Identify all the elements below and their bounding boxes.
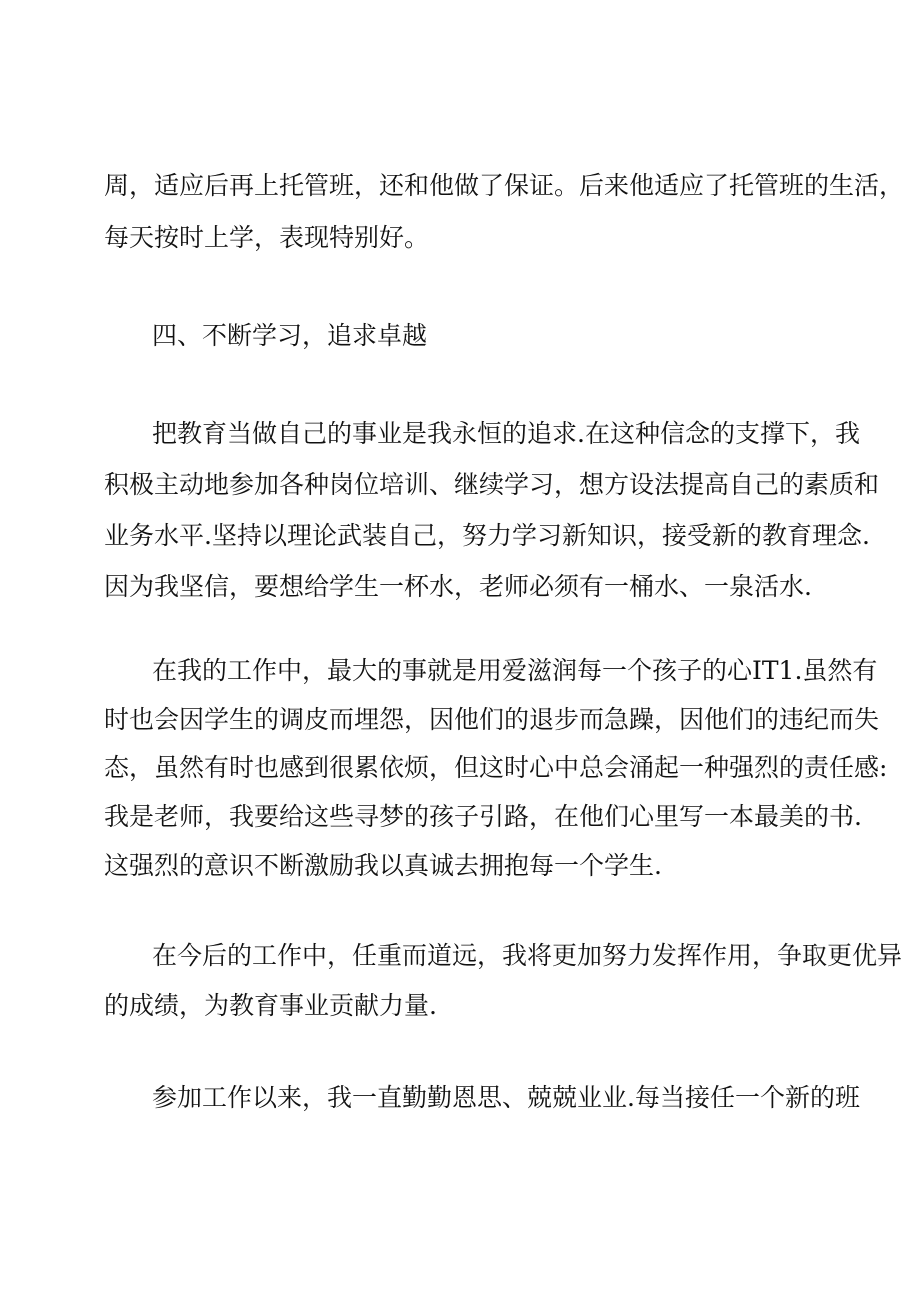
paragraph-1-line-2: 每天按时上学，表现特别好。	[104, 223, 430, 252]
paragraph-2-line-2: 积极主动地参加各种岗位培训、继续学习，想方设法提高自己的素质和	[104, 470, 880, 499]
paragraph-5-line-1: 参加工作以来，我一直勤勤恩思、兢兢业业.每当接任一个新的班	[152, 1083, 860, 1112]
paragraph-3-line-2: 时也会因学生的调皮而埋怨，因他们的退步而急躁，因他们的违纪而失	[104, 705, 880, 734]
paragraph-3-line-1: 在我的工作中，最大的事就是用爱滋润每一个孩子的心IT1.虽然有	[152, 656, 878, 685]
paragraph-4-line-1: 在今后的工作中，任重而道远，我将更加努力发挥作用，争取更优异	[152, 941, 903, 970]
paragraph-2-line-3: 业务水平.坚持以理论武装自己，努力学习新知识，接受新的教育理念.	[104, 521, 870, 550]
paragraph-2-line-1: 把教育当做自己的事业是我永恒的追求.在这种信念的支撑下，我	[152, 419, 860, 448]
paragraph-3-line-3: 态，虽然有时也感到很累依烦，但这时心中总会涌起一种强烈的责任感:	[104, 753, 888, 782]
paragraph-1-line-1: 周，适应后再上托管班，还和他做了保证。后来他适应了托管班的生活，	[104, 171, 905, 200]
paragraph-2-line-4: 因为我坚信，要想给学生一杯水，老师必须有一桶水、一泉活水.	[104, 572, 812, 601]
paragraph-3-line-4: 我是老师，我要给这些寻梦的孩子引路，在他们心里写一本最美的书.	[104, 802, 862, 831]
paragraph-4-line-2: 的成绩，为教育事业贡献力量.	[104, 991, 437, 1020]
section-heading-4: 四、不断学习，追求卓越	[152, 321, 428, 350]
paragraph-3-line-5: 这强烈的意识不断激励我以真诚去拥抱每一个学生.	[104, 851, 662, 880]
